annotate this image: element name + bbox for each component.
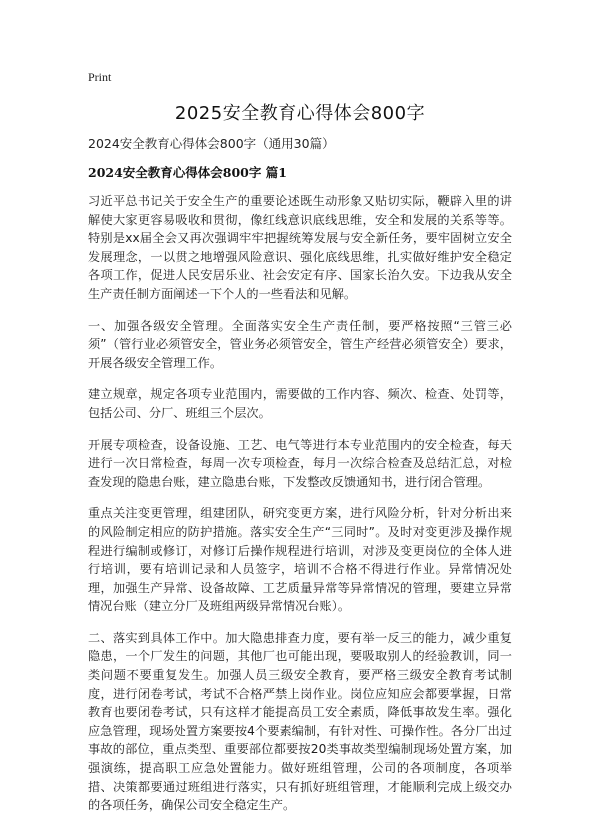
- paragraph-implementation: 二、落实到具体工作中。加大隐患排查力度，要有举一反三的能力，减少重复隐患，一个厂发生的问题，其他厂也可能出现，要吸取别人的经验教训，同一类问题不要重复发生。加强人员三级安全教育，要严格三级安全教育考试制度，进行闭卷考试，考试不合格严禁上岗作业。岗位应知应会都要掌握，日常教育也要闭卷考试，只有这样才能提高员工安全素质，降低事故发生率。强化应急管理，现场处置方案要按4个要素编制，有针对性、可操作性。各分厂出过事故的部位，重点类型、重要部位都要按20类事故类型编制现场处置方案，加强演练，提高职工应急处置能力。做好班组管理，公司的各项制度，各项举措、决策都要通过班组进行落实，只有抓好班组管理，才能顺利完成上级交办的各项任务，确保公司安全稳定生产。: [88, 630, 512, 813]
- paragraph-regulations: 建立规章，规定各项专业范围内，需要做的工作内容、频次、检查、处罚等，包括公司、分厂、班组三个层次。: [88, 387, 512, 420]
- paragraph-change-management: 重点关注变更管理，组建团队，研究变更方案，进行风险分析，针对分析出来的风险制定相应的防护措施。落实安全生产“三同时”。及时对变更涉及操作规程进行编制或修订，对修订后操作规程进行培训，对涉及变更岗位的全体人进行培训，要有培训记录和人员签字，培训不合格不得进行作业。异常情况处理，加强生产异常、设备故障、工艺质量异常等异常情况的管理，要建立异常情况台账（建立分厂及班组两级异常情况台账）。: [88, 506, 512, 614]
- print-label[interactable]: Print: [88, 70, 112, 84]
- document-title: 2025安全教育心得体会800字: [174, 103, 426, 124]
- document-body: [88, 192, 512, 828]
- paragraph-safety-management: 一、加强各级安全管理。全面落实安全生产责任制，要严格按照“三管三必须”（管行业必须管安全，管业务必须管安全，管生产经营必须管安全）要求，开展各级安全管理工作。: [88, 318, 512, 370]
- paragraph-inspections: 开展专项检查，设备设施、工艺、电气等进行本专业范围内的安全检查，每天进行一次日常检查，每周一次专项检查，每月一次综合检查及总结汇总，对检查发现的隐患台账，建立隐患台账，下发整改反馈通知书，进行闭合管理。: [88, 437, 512, 489]
- paragraph-intro: 习近平总书记关于安全生产的重要论述既生动形象又贴切实际，鞭辟入里的讲解使大家更容易吸收和贯彻，像红线意识底线思维，安全和发展的关系等等。特别是xx届全会又再次强调牢牢把握统筹发展与安全新任务，要牢固树立安全发展理念，一以贯之地增强风险意识、强化底线思维，扎实做好维护安全稳定各项工作，促进人民安居乐业、社会安定有序、国家长治久安。下边我从安全生产责任制方面阐述一下个人的一些看法和见解。: [88, 194, 512, 301]
- document-subtitle: 2024安全教育心得体会800字（通用30篇）: [88, 136, 335, 151]
- section-heading: 2024安全教育心得体会800字 篇1: [88, 165, 287, 180]
